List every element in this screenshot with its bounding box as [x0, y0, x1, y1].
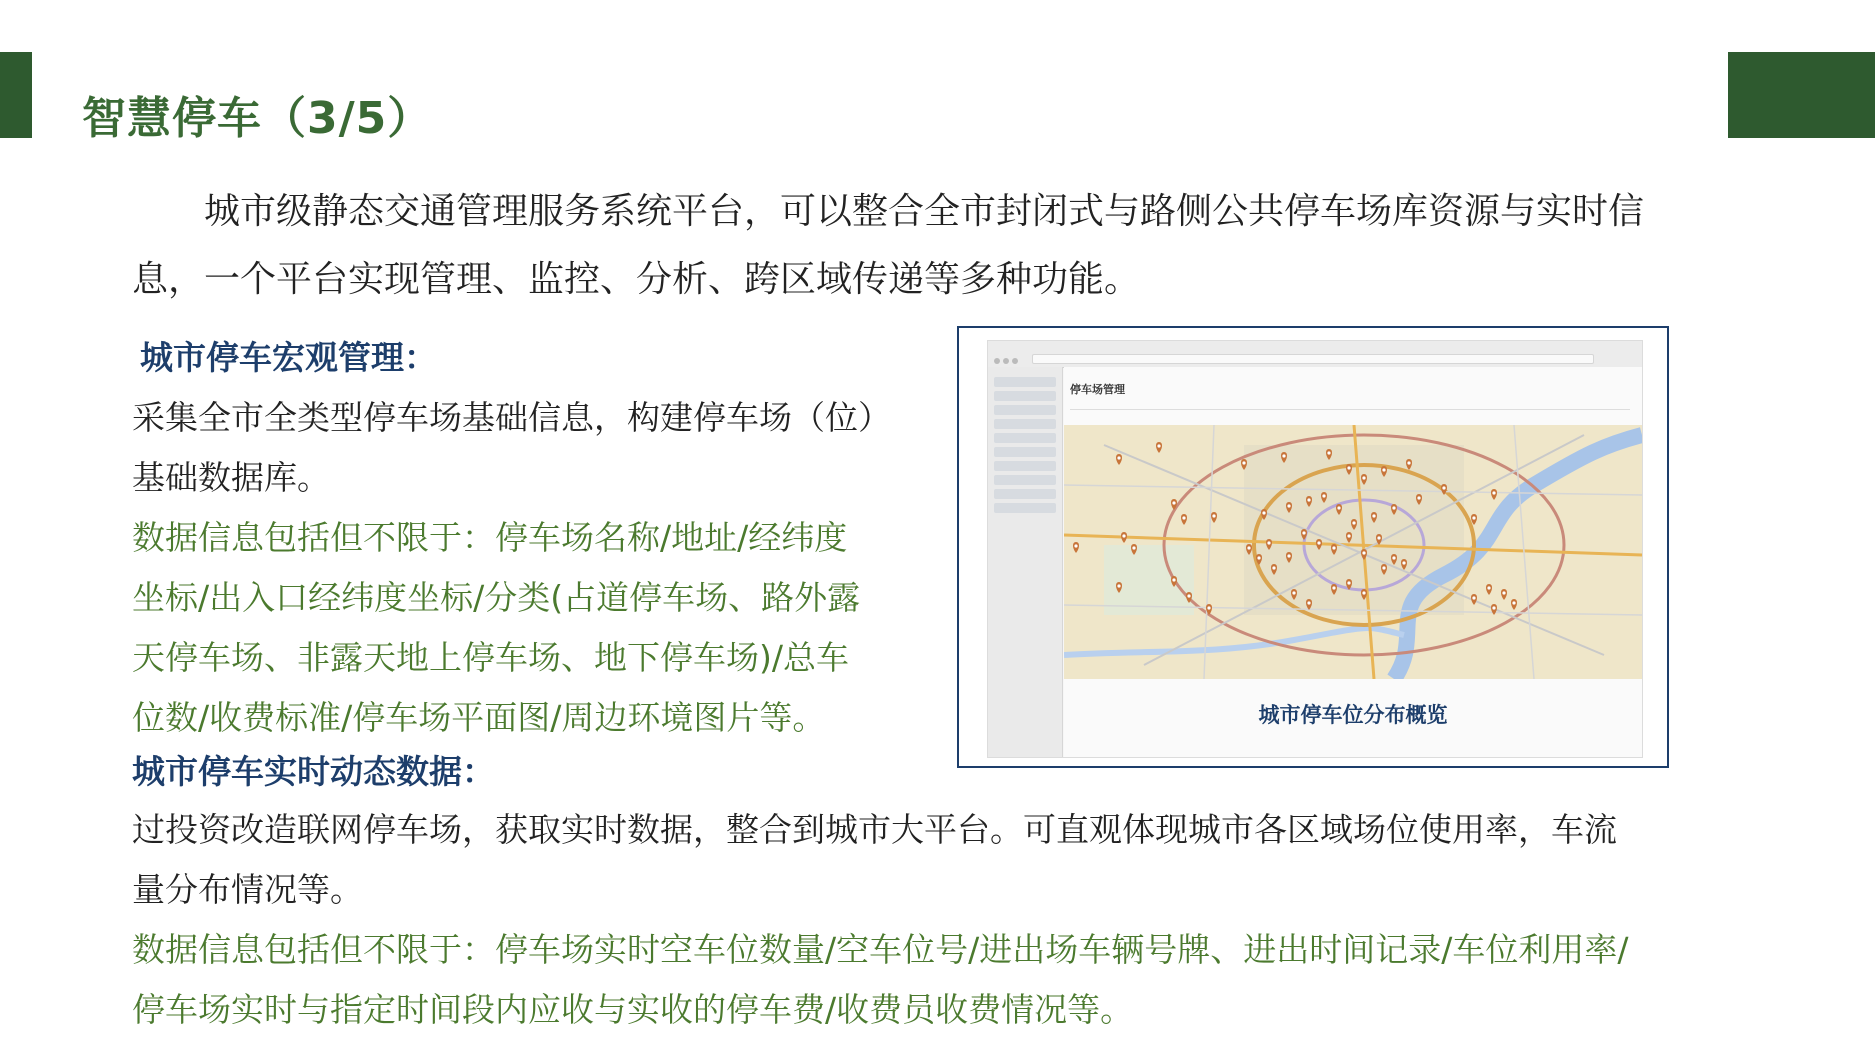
intro-paragraph: [132, 178, 1692, 314]
section2-data-line1: 数据信息包括但不限于：停车场实时空车位数量/空车位号/进出场车辆号牌、进出时间记录/车位利用率/: [132, 930, 1629, 969]
map-pin-dot: [1302, 531, 1305, 534]
map-pin-dot: [1322, 494, 1325, 497]
map-pin-dot: [1417, 496, 1420, 499]
system-sidebar: [988, 367, 1063, 757]
system-subheader: [1070, 409, 1630, 426]
map-pin-dot: [1362, 476, 1365, 479]
map-pin-dot: [1377, 536, 1380, 539]
browser-toolbar: [988, 341, 1642, 368]
map-pin-dot: [1382, 468, 1385, 471]
map-pin-dot: [1074, 544, 1077, 547]
map-pin-dot: [1487, 586, 1490, 589]
parking-map-figure: [957, 326, 1669, 768]
map-pin-dot: [1187, 594, 1190, 597]
map-pin-dot: [1362, 551, 1365, 554]
map-pin-dot: [1407, 461, 1410, 464]
map-pin-dot: [1267, 541, 1270, 544]
system-screenshot: [987, 340, 1643, 758]
map-pin-dot: [1512, 601, 1515, 604]
map-pin-dot: [1132, 546, 1135, 549]
map-pin-dot: [1307, 601, 1310, 604]
map-pin-dot: [1442, 486, 1445, 489]
map-pin-dot: [1282, 454, 1285, 457]
map-pin-dot: [1172, 501, 1175, 504]
address-bar: [1032, 354, 1594, 364]
slide-title: 智慧停车（3/5）: [82, 93, 433, 144]
map-pin-dot: [1502, 591, 1505, 594]
intro-text: 城市级静态交通管理服务系统平台，可以整合全市封闭式与路侧公共停车场库资源与实时信息，一个平台实现管理、监控、分析、跨区域传递等多种功能。: [132, 191, 1645, 300]
map-pin-dot: [1392, 506, 1395, 509]
map-pin-dot: [1332, 586, 1335, 589]
section1-data-line4: 位数/收费标准/停车场平面图/周边环境图片等。: [132, 698, 826, 737]
window-controls: [994, 349, 1024, 355]
map-pin-dot: [1337, 506, 1340, 509]
map-pin-dot: [1212, 514, 1215, 517]
map-pin-dot: [1352, 521, 1355, 524]
map-pin-dot: [1207, 606, 1210, 609]
section2-heading: 城市停车实时动态数据：: [132, 752, 495, 791]
section1-desc-line2: 基础数据库。: [132, 458, 330, 497]
map-pin-dot: [1472, 516, 1475, 519]
map-pin-dot: [1272, 566, 1275, 569]
map-pin-dot: [1117, 584, 1120, 587]
section1-data-line3: 天停车场、非露天地上停车场、地下停车场)/总车: [132, 638, 849, 677]
map-pin-dot: [1492, 491, 1495, 494]
map-pin-dot: [1327, 451, 1330, 454]
map-pin-dot: [1472, 596, 1475, 599]
map-pin-dot: [1292, 591, 1295, 594]
map-pin-dot: [1287, 554, 1290, 557]
map-pin-dot: [1182, 516, 1185, 519]
map-pin-dot: [1172, 578, 1175, 581]
map-pin-dot: [1257, 556, 1260, 559]
map-pin-dot: [1242, 461, 1245, 464]
system-page-heading: 停车场管理: [1070, 383, 1125, 396]
map-pin-dot: [1402, 561, 1405, 564]
section2-desc-line1: 过投资改造联网停车场，获取实时数据，整合到城市大平台。可直观体现城市各区域场位使用率，车流: [132, 810, 1617, 849]
map-pin-dot: [1157, 444, 1160, 447]
map-pin-dot: [1347, 534, 1350, 537]
map-pin-dot: [1347, 466, 1350, 469]
map-pin-dot: [1247, 546, 1250, 549]
map-pin-dot: [1317, 541, 1320, 544]
map-pin-dot: [1382, 566, 1385, 569]
section2-desc-line2: 量分布情况等。: [132, 870, 363, 909]
map-pin-dot: [1372, 514, 1375, 517]
map-pin-dot: [1347, 581, 1350, 584]
map-pin-dot: [1262, 511, 1265, 514]
left-accent-bar: [0, 52, 32, 138]
right-accent-bar: [1728, 52, 1875, 138]
map-pin-dot: [1287, 504, 1290, 507]
map-pin-dot: [1332, 546, 1335, 549]
section1-desc-line1: 采集全市全类型停车场基础信息，构建停车场（位）: [132, 398, 891, 437]
section2-data-line2: 停车场实时与指定时间段内应收与实收的停车费/收费员收费情况等。: [132, 990, 1134, 1029]
map-pin-dot: [1117, 456, 1120, 459]
map-pin-dot: [1392, 556, 1395, 559]
map-pin-dot: [1492, 606, 1495, 609]
figure-caption: 城市停车位分布概览: [1258, 703, 1448, 727]
map-pin-dot: [1307, 498, 1310, 501]
section1-heading: 城市停车宏观管理：: [140, 338, 437, 377]
section1-data-line2: 坐标/出入口经纬度坐标/分类(占道停车场、路外露: [132, 578, 861, 617]
map-pin-dot: [1362, 591, 1365, 594]
section1-data-line1: 数据信息包括但不限于：停车场名称/地址/经纬度: [132, 518, 848, 557]
city-map: [1064, 425, 1642, 679]
map-pin-dot: [1122, 534, 1125, 537]
